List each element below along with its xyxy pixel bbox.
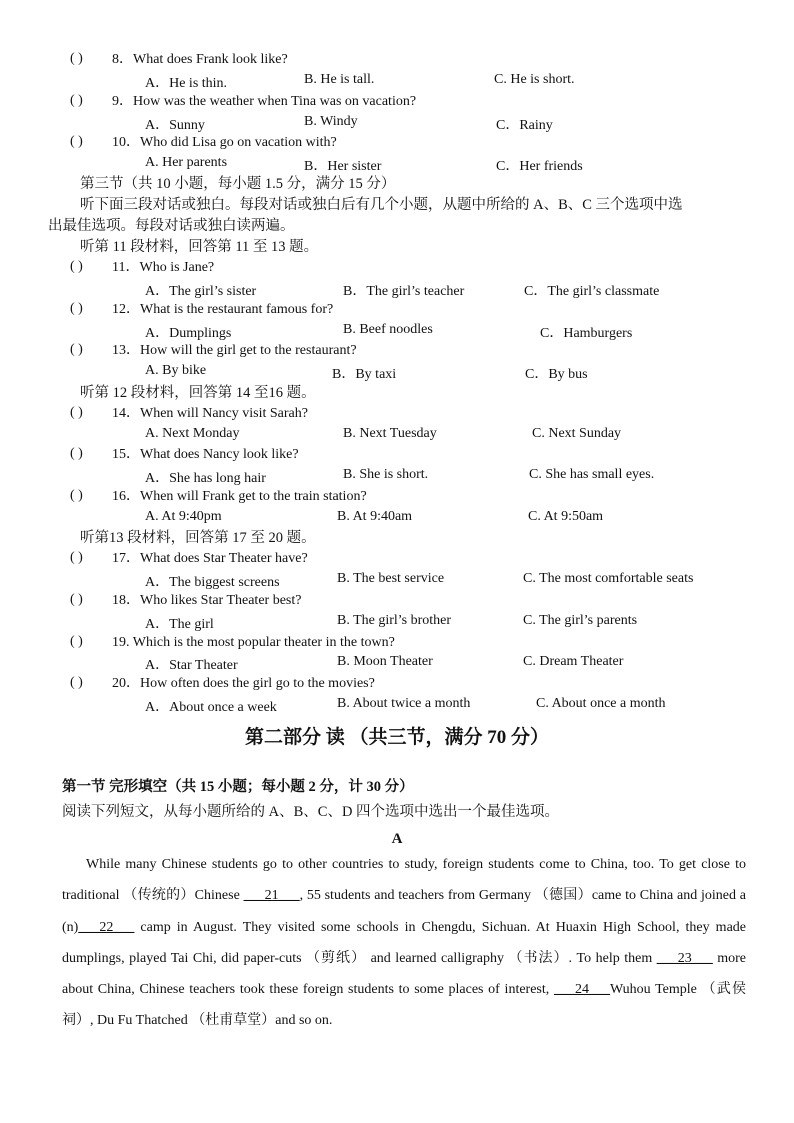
answer-paren[interactable]: ( )	[70, 550, 83, 565]
passage-text: , 55 students and teachers from Germany （德国）came to China and joined a (n)	[62, 888, 746, 935]
option-a: A．Star Theater	[145, 658, 238, 673]
question-stem: 12．What is the restaurant famous for?	[112, 302, 334, 317]
section1-heading: 第一节 完形填空（共 15 小题；每小题 2 分，计 30 分）	[62, 779, 414, 795]
option-c: C．Rainy	[496, 118, 553, 133]
section3-instruction-line1: 听下面三段对话或独白。每段对话或独白后有几个小题，从题中所给的 A、B、C 三个选项中选	[80, 197, 683, 213]
option-c: C．The girl’s classmate	[524, 284, 660, 299]
answer-paren[interactable]: ( )	[70, 592, 83, 607]
option-c: C. At 9:50am	[528, 509, 604, 524]
option-a: A. Her parents	[145, 155, 228, 170]
answer-paren[interactable]: ( )	[70, 488, 83, 503]
option-c: C．Hamburgers	[540, 326, 633, 341]
option-b: B．By taxi	[332, 367, 397, 382]
part2-title: 第二部分 读 （共三节，满分 70 分）	[244, 727, 549, 748]
question-stem: 11．Who is Jane?	[112, 260, 215, 275]
passage-text: more about China, Chinese teachers took these foreign students to some places of interest,	[62, 950, 746, 998]
blank-24[interactable]: ___24___	[553, 982, 610, 998]
material-11-heading: 听第 11 段材料，回答第 11 至 13 题。	[80, 239, 319, 255]
answer-paren[interactable]: ( )	[70, 675, 83, 690]
option-a: A. Next Monday	[145, 426, 240, 441]
option-b: B. The girl’s brother	[337, 613, 452, 628]
question-stem: 13．How will the girl get to the restaurant?	[112, 343, 357, 358]
option-b: B. Windy	[304, 114, 358, 129]
question-stem: 9．How was the weather when Tina was on vacation?	[112, 94, 417, 109]
blank-23[interactable]: ___23___	[656, 950, 713, 966]
blank-21[interactable]: ___21___	[243, 888, 300, 904]
option-a: A．The girl	[145, 617, 214, 632]
question-stem: 8．What does Frank look like?	[112, 52, 288, 67]
passage-text: Wuhou Temple （武侯祠）, Du Fu Thatched （杜甫草堂）and so on.	[62, 982, 746, 1029]
option-c: C. Next Sunday	[532, 426, 622, 441]
option-b: B. He is tall.	[304, 72, 375, 87]
option-a: A．Dumplings	[145, 326, 232, 341]
section3-instruction-line2: 出最佳选项。每段对话或独白读两遍。	[48, 218, 295, 234]
option-b: B. At 9:40am	[337, 509, 413, 524]
option-a: A．She has long hair	[145, 471, 266, 486]
passage-label: A	[391, 831, 403, 847]
question-stem: 19. Which is the most popular theater in the town?	[112, 635, 395, 650]
section3-heading: 第三节（共 10 小题，每小题 1.5 分，满分 15 分）	[80, 176, 396, 192]
option-a: A．He is thin.	[145, 76, 228, 91]
answer-paren[interactable]: ( )	[70, 134, 83, 149]
answer-paren[interactable]: ( )	[70, 634, 83, 649]
passage-text: While many Chinese students go to other countries to study, foreign students come to China, too. To get close to traditional （传统的）Chinese	[62, 857, 746, 904]
answer-paren[interactable]: ( )	[70, 301, 83, 316]
question-stem: 10．Who did Lisa go on vacation with?	[112, 135, 337, 150]
option-c: C. The most comfortable seats	[523, 571, 694, 586]
section1-instruction: 阅读下列短文，从每小题所给的 A、B、C、D 四个选项中选出一个最佳选项。	[62, 804, 560, 820]
option-b: B. Next Tuesday	[343, 426, 437, 441]
question-stem: 14．When will Nancy visit Sarah?	[112, 406, 308, 421]
option-b: B. The best service	[337, 571, 445, 586]
material-12-heading: 听第 12 段材料，回答第 14 至16 题。	[80, 385, 316, 401]
option-a: A. At 9:40pm	[145, 509, 222, 524]
question-stem: 20．How often does the girl go to the movies?	[112, 676, 375, 691]
answer-paren[interactable]: ( )	[70, 342, 83, 357]
option-b: B. She is short.	[343, 467, 429, 482]
option-c: C. The girl’s parents	[523, 613, 638, 628]
option-a: A．Sunny	[145, 118, 205, 133]
option-a: A．About once a week	[145, 700, 277, 715]
material-13-heading: 听第13 段材料，回答第 17 至 20 题。	[80, 530, 316, 546]
question-stem: 17．What does Star Theater have?	[112, 551, 308, 566]
option-c: C．By bus	[525, 367, 588, 382]
option-c: C. She has small eyes.	[529, 467, 655, 482]
option-b: B．Her sister	[304, 159, 382, 174]
option-a: A. By bike	[145, 363, 207, 378]
option-b: B. Moon Theater	[337, 654, 433, 669]
answer-paren[interactable]: ( )	[70, 51, 83, 66]
option-b: B. About twice a month	[337, 696, 471, 711]
option-b: B. Beef noodles	[343, 322, 433, 337]
question-stem: 16．When will Frank get to the train station?	[112, 489, 367, 504]
answer-paren[interactable]: ( )	[70, 93, 83, 108]
option-a: A．The girl’s sister	[145, 284, 257, 299]
cloze-passage	[62, 849, 746, 1037]
option-b: B．The girl’s teacher	[343, 284, 465, 299]
question-stem: 18．Who likes Star Theater best?	[112, 593, 302, 608]
answer-paren[interactable]: ( )	[70, 446, 83, 461]
answer-paren[interactable]: ( )	[70, 259, 83, 274]
answer-paren[interactable]: ( )	[70, 405, 83, 420]
option-c: C．Her friends	[496, 159, 583, 174]
blank-22[interactable]: ___22___	[78, 919, 135, 935]
option-a: A．The biggest screens	[145, 575, 280, 590]
option-c: C. About once a month	[536, 696, 666, 711]
question-stem: 15．What does Nancy look like?	[112, 447, 299, 462]
option-c: C. He is short.	[494, 72, 575, 87]
option-c: C. Dream Theater	[523, 654, 624, 669]
passage-text: camp in August. They visited some schools in Chengdu, Sichuan. At Huaxin High School, they made dumplings, played Tai Chi, did paper-cuts （剪纸） and learned calligraphy （书法）. To help them	[62, 919, 746, 966]
